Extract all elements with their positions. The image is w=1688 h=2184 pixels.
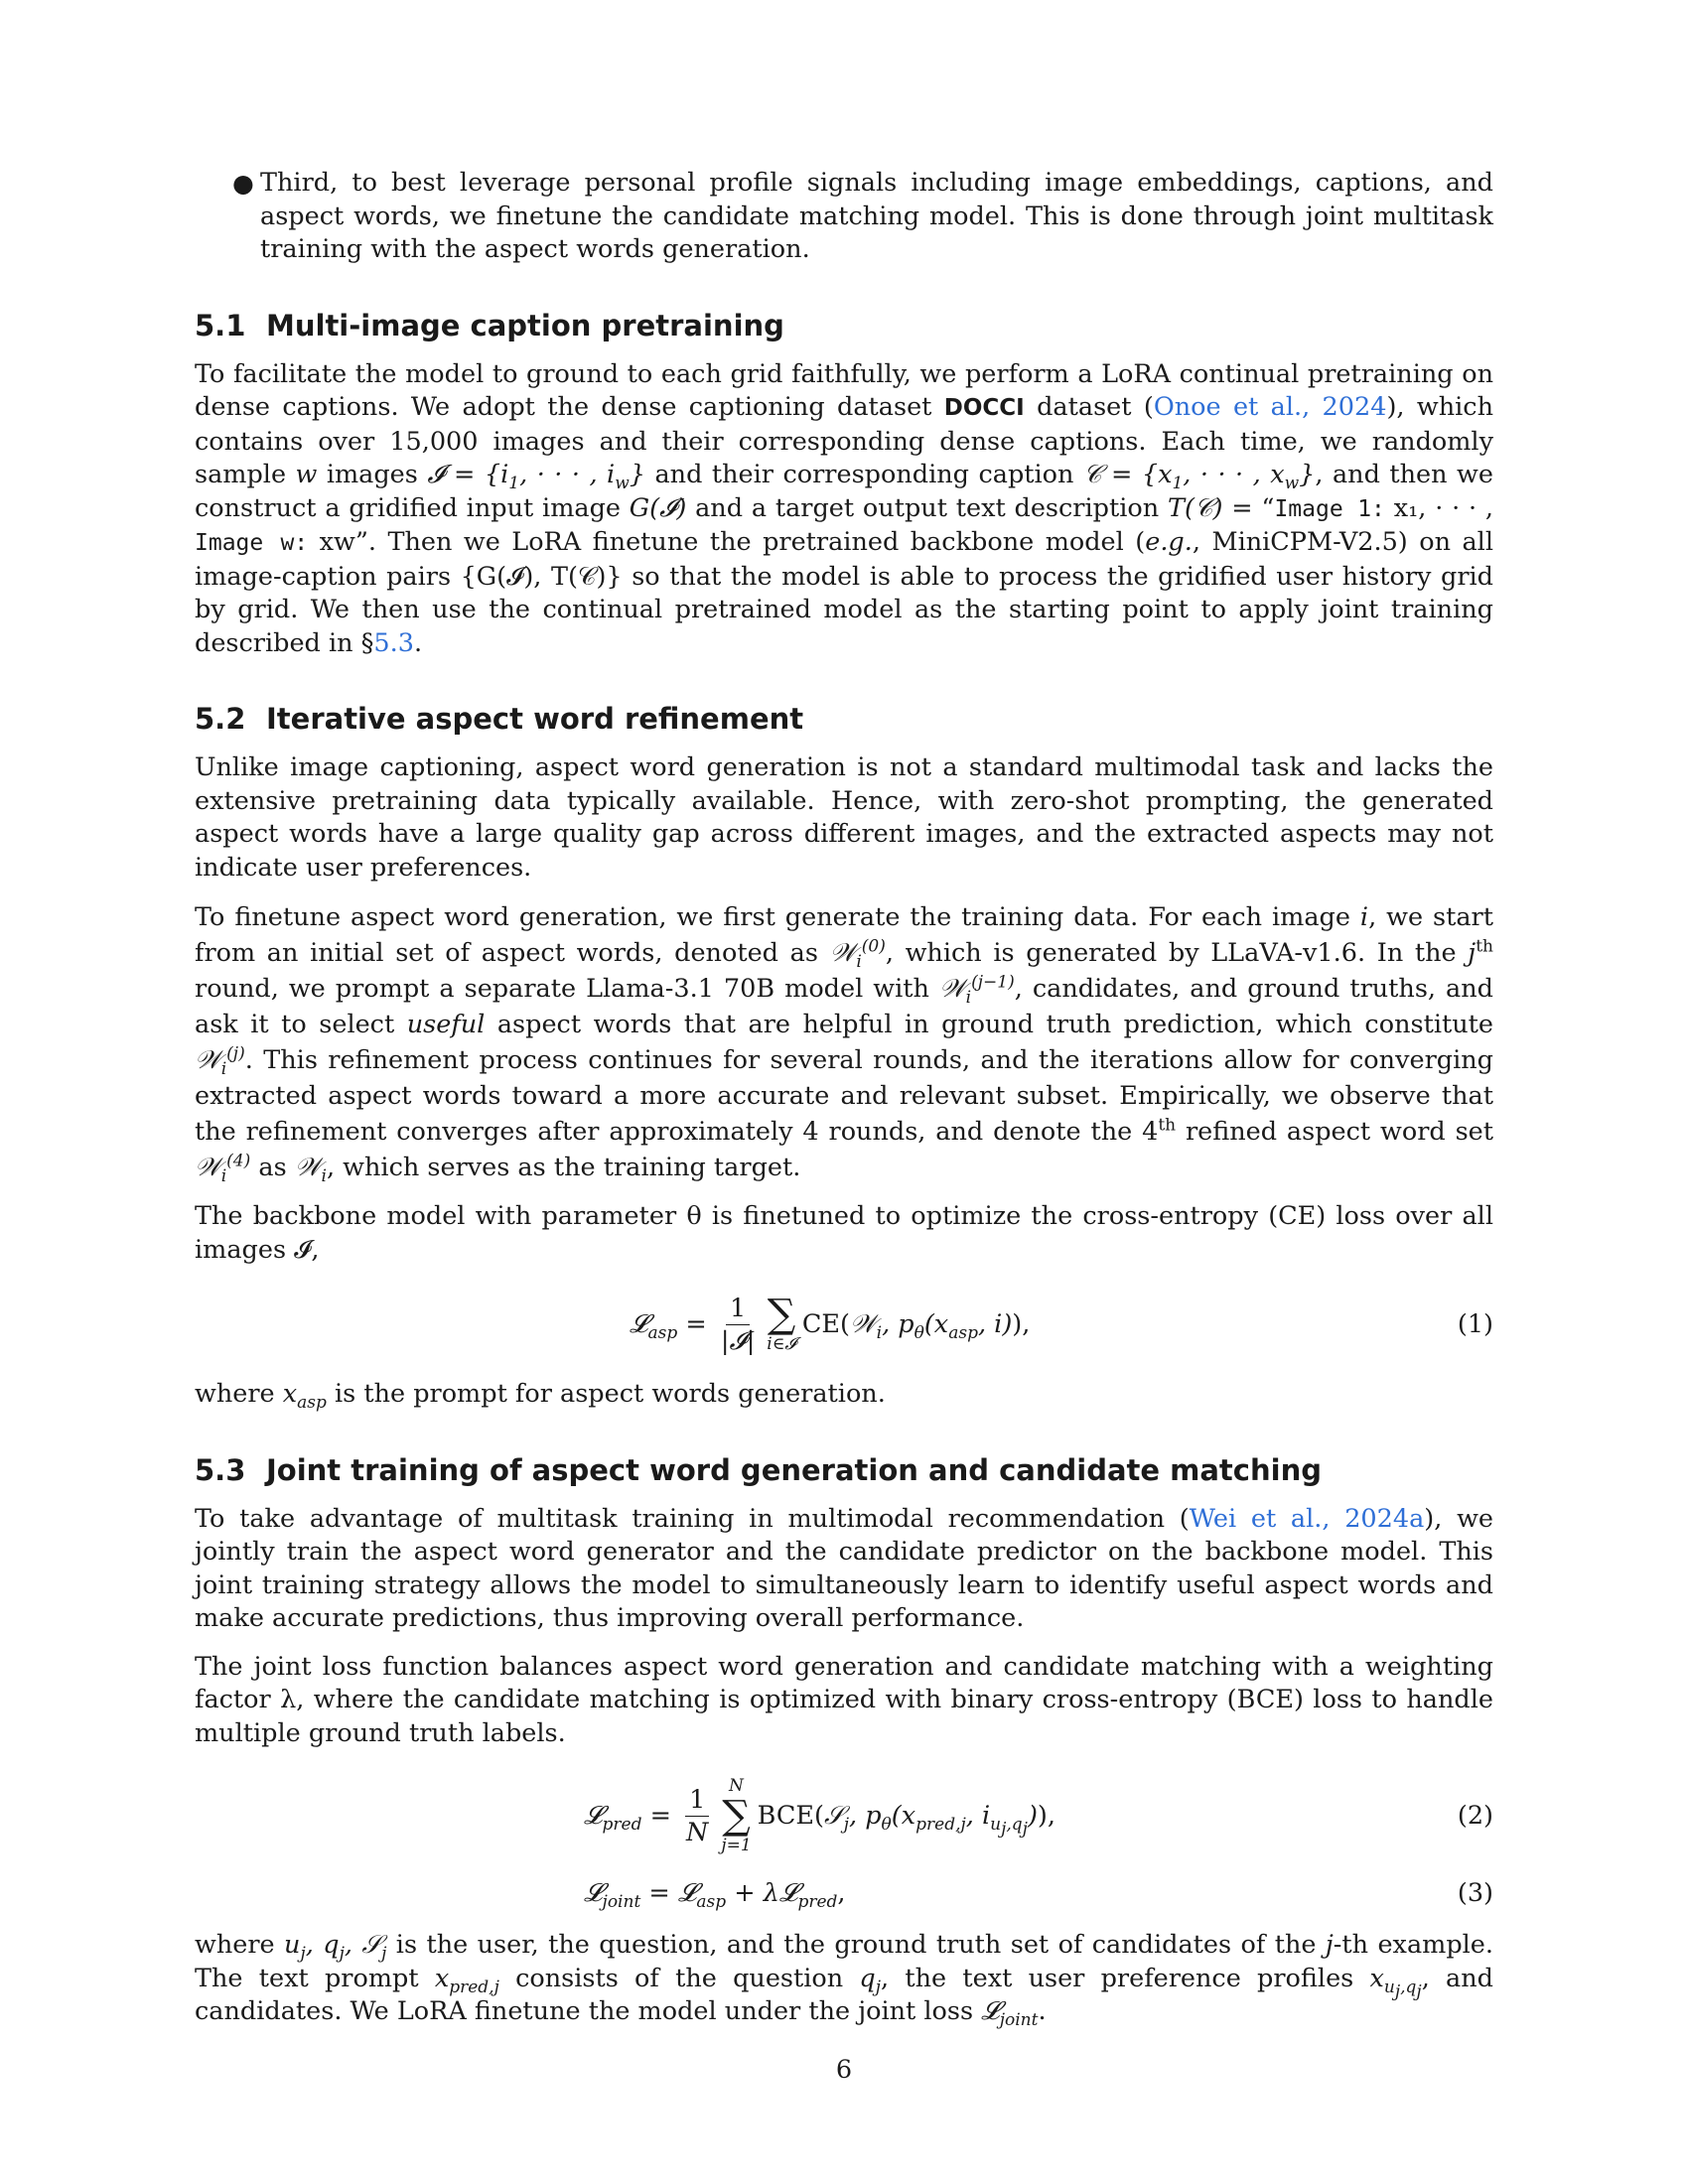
equation-3: [195, 1871, 1493, 1915]
section-5-2: [195, 700, 1493, 1412]
equation-2: [195, 1768, 1493, 1863]
bullet-text: Third, to best leverage personal profile signals including image embeddings, captions, and aspect words, we finetune the candidate matching model. This is done through joint multitask training with the aspect words generation.: [260, 168, 1493, 264]
equation-number: (1): [1457, 1309, 1493, 1339]
bullet-dot: ●: [232, 169, 254, 198]
equation-body: 𝓛$_{pred}$ = $\frac{1}{N}$ N ∑ j=1 BCE( 𝒮$_j$, $p_\theta(x_{pred,j}$, $i_{u_j,q_j}$) ),: [584, 1776, 1055, 1855]
section-5-1: [195, 307, 1493, 661]
section-5-3: [195, 1451, 1493, 2029]
equation-number: (3): [1457, 1878, 1493, 1908]
section-heading: 5.2 Iterative aspect word refinement: [195, 702, 804, 736]
paragraph: Unlike image captioning, aspect word generation is not a standard multimodal task and lacks the extensive pretraining data typically available. Hence, with zero-shot prompting, the generated aspect words have a large quality gap across different images, and the extracted aspects may not indicate user preferences.: [195, 752, 1493, 883]
paragraph: The joint loss function balances aspect word generation and candidate matching with a weighting factor λ, where the candidate matching is optimized with binary cross-entropy (BCE) loss to handle multiple ground truth labels.: [195, 1651, 1493, 1748]
citation-link[interactable]: Wei et al., 2024a: [1189, 1503, 1425, 1534]
bullet-item: [232, 167, 1493, 267]
dataset-name: DOCCI: [943, 395, 1025, 421]
section-heading: 5.3 Joint training of aspect word generation and candidate matching: [195, 1452, 1322, 1487]
paragraph: To facilitate the model to ground to each grid faithfully, we perform a LoRA continual pretraining on dense captions. We adopt the dense captioning dataset DOCCI dataset (Onoe et al., 2024), which contains over 15,000 images and their corresponding dense captions. Each time, we randomly sample w images 𝓘 = {$i_1$, · · · , $i_w$} and their corresponding caption 𝒞 = {$x_1$, · · · , $x_w$}, and then we construct a gridified input image G(𝓘) and a target output text description T(𝒞) = “Image 1: x₁, · · · , Image w: xw”. Then we LoRA finetune the pretrained backbone model (e.g., MiniCPM-V2.5) on all image-caption pairs {G(𝓘), T(𝒞)} so that the model is able to process the gridified user history grid by grid. We then use the continual pretrained model as the starting point to apply joint training described in §5.3.: [195, 358, 1494, 658]
page-number: 6: [835, 2055, 853, 2085]
citation-link[interactable]: Onoe et al., 2024: [1153, 392, 1387, 422]
equation-body: 𝓛$_{joint}$ = 𝓛$_{asp}$ + λ𝓛$_{pred}$ ,: [584, 1877, 846, 1912]
section-heading: 5.1 Multi-image caption pretraining: [195, 308, 784, 342]
paper-page: [195, 167, 1493, 2029]
equation-number: (2): [1457, 1801, 1493, 1831]
equation-1: [195, 1279, 1493, 1370]
paragraph: where $u_j$, $q_j$, 𝒮$_j$ is the user, the question, and the ground truth set of candidates of the j-th example. The text prompt $x_{pred,j}$ consists of the question $q_j$, the text user preference profiles $x_{u_j,q_j}$, and candidates. We LoRA finetune the model under the joint loss 𝓛$_{joint}$.: [195, 1930, 1493, 2031]
paragraph: To take advantage of multitask training in multimodal recommendation (Wei et al., 2024a), we jointly train the aspect word generator and the candidate predictor on the backbone model. This joint training strategy allows the model to simultaneously learn to identify useful aspect words and make accurate predictions, thus improving overall performance.: [195, 1503, 1493, 1633]
paragraph: To finetune aspect word generation, we first generate the training data. For each image i, we start from an initial set of aspect words, denoted as 𝒲$_i^{(0)}$, which is generated by LLaVA-v1.6. In the $j^{th}$ round, we prompt a separate Llama-3.1 70B model with 𝒲$_i^{(j-1)}$, candidates, and ground truths, and ask it to select useful aspect words that are helpful in ground truth prediction, which constitute 𝒲$_i^{(j)}$. This refinement process continues for several rounds, and the iterations allow for converging extracted aspect words toward a more accurate and relevant subset. Empirically, we observe that the refinement converges after approximately 4 rounds, and denote the 4th refined aspect word set 𝒲$_i^{(4)}$ as 𝒲$_i$, which serves as the training target.: [195, 902, 1494, 1187]
paragraph: The backbone model with parameter θ is finetuned to optimize the cross-entropy (CE) loss over all images 𝓘,: [195, 1201, 1493, 1265]
paragraph: where $x_{asp}$ is the prompt for aspect words generation.: [195, 1379, 886, 1414]
section-ref-link[interactable]: 5.3: [373, 627, 414, 658]
equation-body: 𝓛$_{asp}$ = $\frac{1}{\text{|𝓘|}}$ ∑ i∈𝓘 CE( 𝒲$_i$, $p_\theta(x_{asp}$, i) ),: [630, 1292, 1031, 1356]
